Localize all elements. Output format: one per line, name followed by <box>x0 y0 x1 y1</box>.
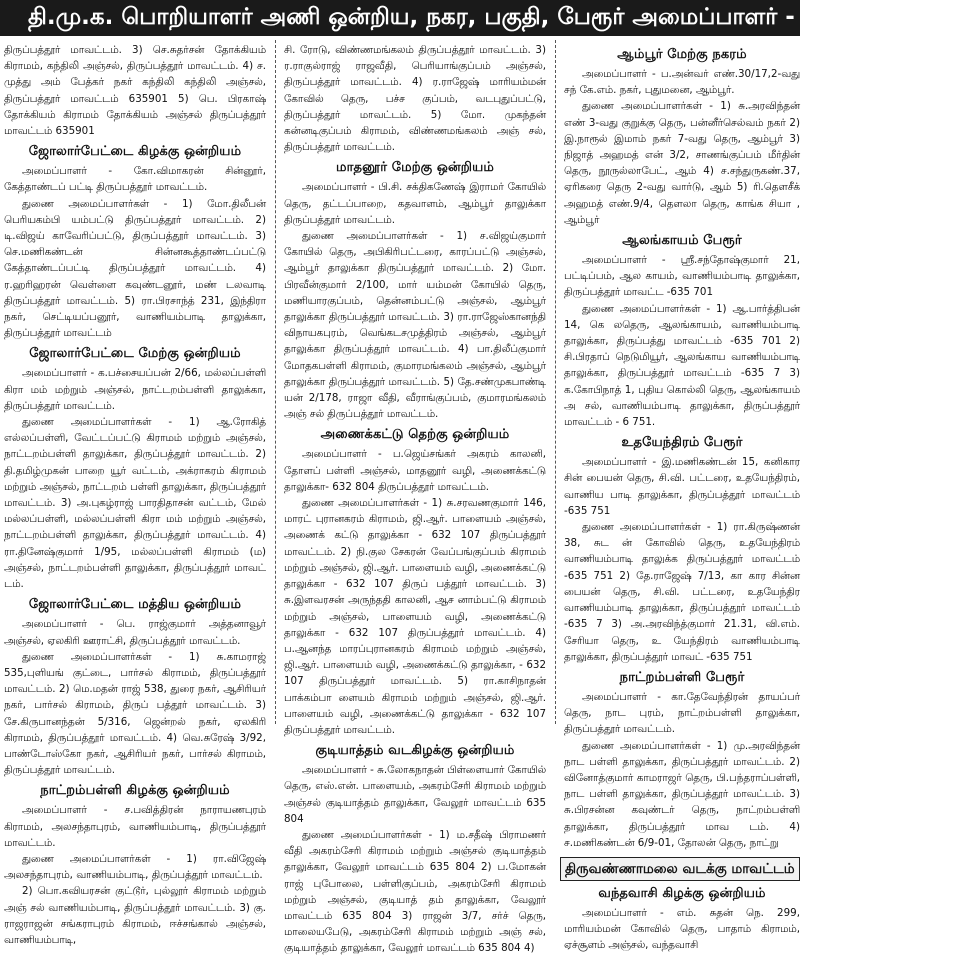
section-heading: உதயேந்திரம் பேரூர் <box>621 435 743 451</box>
member-paragraph: துணை அமைப்பாளர்கள் - 1) ரா.விஜேஷ் அலசந்தாபுரம், வாணியம்பாடி, திருப்பத்தூர் மாவட்டம். <box>4 852 266 882</box>
member-paragraph: துணை அமைப்பாளர்கள் - 1) ஆ.பார்த்திபன் 14, கெ லதெரு, ஆலங்காயம், வாணியம்பாடி தாலுக்கா, திருப்பத்து மாவட்டம் -635 701 2) சி.பிரதாப் நெடுமியூர், ஆலங்காய வாணியம்பாடி தாலுக்கா, திருப்பத்தூர் மாவட்டம் -635 7 3) க.கோபிநாத் 1, புதிய கொல்லி தெரு, ஆலங்காயம் அ சல், வாணியம்பாடி தாலுக்கா, திருப்பத்தூர் மாவட்டம் - 6 751. <box>564 302 800 429</box>
member-paragraph: துணை அமைப்பாளர்கள் - 1) ரா.கிருஷ்ணன் 38, சுட ன் கோவில் தெரு, உதயேந்திரம் வாணியம்பாடி தாலுக்க திருப்பத்தூர் மாவட்டம் -635 751 2) தே.ராஜேஷ் 7/13, கா கார சின்ன பையன் தெரு, சி.வி. பட்டரை, உதயேந்திர வாணியம்பாடி தாலுக்கா, திருப்பத்தூர் மாவட்டம் -635 7 3) அ.அரவிந்த்குமார் 21.31, வி.எம். சேரியா தெரு, உ யேந்திரம் வாணியம்பாடி தாலுக்கா, திருப்பத்தூர் மாவட் -635 751 <box>564 521 800 663</box>
member-paragraph: அமைப்பாளர் - ஸ்ரீ.சந்தோஷ்குமார் 21, பட்டிப்பம், ஆல காயம், வாணியம்பாடி தாலுக்கா, திருப்பத்தூர் மாவட்ட -635 701 <box>564 254 800 299</box>
section-heading: மாதனூர் மேற்கு ஒன்றியம் <box>335 160 495 176</box>
section-heading: ஆலங்காயம் பேரூர் <box>622 233 742 249</box>
section-heading: நாட்றம்பள்ளி பேரூர் <box>619 669 745 685</box>
member-paragraph: அமைப்பாளர் - க.பச்சையப்பன் 2/66, மல்லப்பள்ளி கிரா மம் மற்றும் அஞ்சல், நாட்டறம்பள்ளி தாலுக்கா, திருப்பத்தூர் மாவட்டம். <box>4 367 266 412</box>
section-heading: குடியாத்தம் வடகிழக்கு ஒன்றியம் <box>315 743 515 759</box>
member-paragraph: துணை அமைப்பாளர்கள் - 1) மு.அரவிந்தன் நாட பள்ளி தாலுக்கா, திருப்பத்தூர் மாவட்டம். 2) வினோத்குமார் காமராஜர் தெரு, பி.பந்தராப்பள்ளி, நாட பள்ளி தாலுக்கா, திருப்பத்தூர் மாவட்டம். 3) சு.பிரசன்ன கவுண்டர் தெரு, நாட்றம்பள்ளி தாலுக்கா, திருப்பத்தூர் மாவ டம். 4) ச.மணிகண்டன் 6/9-01, தோலன் தெரு, நாட்று <box>564 739 800 849</box>
member-paragraph: துணை அமைப்பாளர்கள் - 1) சு.காமராஜ் 535,புளியங் குட்டை, பார்சல் கிராமம், திருப்பத்தூர் மாவட்டம். 2) மெ.மதன் ராஜ் 538, துரை நகர், ஆசிரியர் நகர், பார்சல் கிராமம், திருப் பத்தூர் மாவட்டம். 3) சே.கிருபானந்தன் 5/316, ஜென்றல் நகர், ஏலகிரி கிராமம், திருப்பத்தூர் மாவட்டம். 4) வெ.சுரேஷ் 3/92, பாண்டோஸ்கோ நகர், ஆசிரியர் நகர், பார்சல் கிராமம், திருப்பத்தூர் மாவட்டம். <box>4 650 266 777</box>
member-paragraph: அமைப்பாளர் - ப.ஜெய்சங்கர் அகரம் காலனி, தோளப் பள்ளி அஞ்சல், மாதனூர் வழி, அணைக்கட்டு தாலுக்கா- 632 804 திருப்பத்தூர் மாவட்டம். <box>284 448 546 493</box>
member-paragraph: துணை அமைப்பாளர்கள் - 1) ச.விஜய்குமார் கோயில் தெரு, அபிகிரிபட்டரை, காரப்பட்டு அஞ்சல், ஆம்பூர் தாலுக்கா திருப்பத்தூர் மாவட்டம். 2) மோ. பிரவீன்குமார் 2/100, மார் யம்மன் கோயில் தெரு, மணியாரகுப்பம், தென்னம்பட்டு அஞ்சல், ஆம்பூர் தாலுக்கா திருப்பத்தூர் மாவட்டம். 3) ரா.ராஜேஸ்கானந்தி விநாயகபுரம், வெங்கடசமுத்திரம் அஞ்சல், ஆம்பூர் தாலுக்கா திருப்பத்தூர் மாவட்டம். 4) பா.திலீப்குமார் மோதகபள்ளி கிராமம், குமாரமங்கலம் அஞ்சல், ஆம்பூர் தாலுக்கா திருப்பத்தூர் மாவட்டம். 5) தே.சண்முகபாண்டி யன் 2/178, ராஜா வீதி, வீராங்குப்பம், குமாரமங்கலம் அஞ் சல் திருப்பத்தூர் மாவட்டம். <box>284 230 546 421</box>
member-paragraph: 2) பொ.கவியரசன் குட்டூர், புல்லூர் கிராமம் மற்றும் அஞ் சல் வாணியம்பாடி, திருப்பத்தூர் மாவட்டம். 3) கு. ராஜராஜன் சங்கராபுரம் கிராமம், ஈச்சங்கால் அஞ்சல், வாணியம்பாடி, <box>4 885 266 946</box>
member-paragraph: துணை அமைப்பாளர்கள் - 1) மோ.திலீபன் பெரியகம்பி யம்பட்டு திருப்பத்தூர் மாவட்டம். 2) டி.விஜய் காவேரிப்பட்டு, திருப்பத்தூர் மாவட்டம். 3) செ.மணிகண்டன் சின்னகூத்தாண்டப்பட்டு கேத்தாண்டப்பட்டி திருப்பத்தூர் மாவட்டம். 4) ர.ஹரிஹரன் வெள்ளை கவுண்டனூர், மண் டலவாடி திருப்பத்தூர் மாவட்டம். 5) ரா.பிரசாந்த் 231, இந்திரா நகர், செட்டியப்பனூர், வாணியம்பாடி தாலுக்கா, திருப்பத்தூர் மாவட்டம் <box>4 197 266 340</box>
section-heading: அணைக்கட்டு தெற்கு ஒன்றியம் <box>320 427 510 443</box>
section-heading: ஜோலார்பேட்டை கிழக்கு ஒன்றியம் <box>28 144 242 160</box>
district-heading: திருவண்ணாமலை வடக்கு மாவட்டம் <box>560 857 800 881</box>
section-heading: ஜோலார்பேட்டை மேற்கு ஒன்றியம் <box>29 346 241 362</box>
member-paragraph: அமைப்பாளர் - ப.அன்வர் எண்.30/17,2-வது சந் கே.எம். நகர், புதுமனை, ஆம்பூர். <box>564 68 800 97</box>
section-heading: ஆம்பூர் மேற்கு நகரம் <box>617 47 747 62</box>
member-paragraph: துணை அமைப்பாளர்கள் - 1) சு.சரவணகுமார் 146, மாரட் புரானகரம் கிராமம், ஜி.ஆர். பாளையம் அஞ்சல், அணைக் கட்டு தாலுக்கா - 632 107 திருப்பத்தூர் மாவட்டம். 2) நி.குல சேகரன் வேப்பங்குப்பம் கிராமம் மற்றும் அஞ்சல், ஜி.ஆர். பாளையம் வழி, அணைக்கட்டு தாலுக்கா - 632 107 திருப் பத்தூர் மாவட்டம். 3) சு.இளவரசன் அருந்ததி காலனி, ஆச னாம்பட்டு கிராமம் மற்றும் அஞ்சல், பாளையம் வழி, அணைக்கட்டு தாலுக்கா - 632 107 திருப்பத்தூர் மாவட்டம். 4) ப.ஆனந்த மாரப்புரானகரம் கிராமம் மற்றும் அஞ்சல், ஜி.ஆர். பாளையம் வழி, அணைக்கட்டு தாலுக்கா, - 632 107 திருப்பத்தூர் மாவட்டம். 5) ரா.காசிநாதன் பாக்கம்பா ளையம் கிராமம் மற்றும் அஞ்சல், ஜி.ஆர். பாளையம் வழி, அணைக்கட்டு தாலுக்கா - 632 107 திருப்பத்தூர் மாவட்டம். <box>284 497 546 736</box>
member-paragraph: அமைப்பாளர் - பி.சி. சக்திகணேஷ் இராமர் கோயில் தெரு, தட்டப்பாறை, கதவாளம், ஆம்பூர் தாலுக்கா திருப்பத்தூர் மாவட்டம். <box>284 181 546 226</box>
column-divider <box>275 40 276 724</box>
member-paragraph: அமைப்பாளர் - பெ. ராஜ்குமார் அத்தனாவூர் அஞ்சல், ஏலகிரி ஊராட்சி, திருப்பத்தூர் மாவட்டம். <box>4 618 266 647</box>
column-divider <box>555 40 556 724</box>
article-column-3 <box>564 42 800 952</box>
member-paragraph: அமைப்பாளர் - இ.மணிகண்டன் 15, கனிகார சின் பையன் தெரு, சி.வி. பட்டரை, உதயேந்திரம், வாணிய பாடி தாலுக்கா, திருப்பத்தூர் மாவட்டம் -635 751 <box>564 456 800 517</box>
member-paragraph: அமைப்பாளர் - எம். சுதன் நெ. 299, மாரியம்மன் கோவில் தெரு, பாதாம் கிராமம், ஏச்சூளம் அஞ்சல், வந்தவாசி <box>564 906 800 952</box>
article-column-2 <box>284 42 546 955</box>
member-paragraph: அமைப்பாளர் - கா.தேவேந்திரன் தாயப்பர் தெரு, நாட புரம், நாட்றம்பள்ளி தாலுக்கா, திருப்பத்தூர் மாவட்டம். <box>564 690 800 736</box>
member-paragraph: துணை அமைப்பாளர்கள் - 1) ம.சதீஷ் பிராமணர் வீதி அகரம்சேரி கிராமம் மற்றும் அஞ்சல் குடியாத்தம் தாலுக்கா, வேலூர் மாவட்டம் 635 804 2) ப.மோகன் ராஜ் புபோலை, பள்ளிகுப்பம், அகரம்சேரி கிராமம் மற்றும் அஞ்சல், குடியாத் தம் தாலுக்கா, வேலூர் மாவட்டம் 635 804 3) ராஜன் 3/7, சர்ச் தெரு, மாலையபேடு, அகரம்சேரி கிராமம் மற்றும் அஞ் சல், குடியாத்தம் தாலுக்கா, வேலூர் மாவட்டம் 635 804 4) <box>284 828 546 955</box>
banner-title: தி.மு.க. பொறியாளர் அணி ஒன்றிய, நகர, பகுதி, பேரூர் அமைப்பாளர் - துணை அமைப் <box>28 3 965 30</box>
article-column-1 <box>4 42 266 946</box>
member-paragraph: சி. ரோடு, விண்ணமங்கலம் திருப்பத்தூர் மாவட்டம். 3) ர.ராகுல்ராஜ் ராஜவீதி, பெரியாங்குப்பம் அஞ்சல், திருப்பத்தூர் மாவட்டம். 4) ர.ராஜேஷ் மாரியம்மன் கோவில் தெரு, பச்ச குப்பம், வடபுதுப்பட்டு, திருப்பத்தூர் மாவட்டம். 5) மோ. முகந்தன் கன்னடிகுப்பம் கிராமம், விண்ணமங்கலம் அஞ் சல், திருப்பத்தூர் மாவட்டம். <box>284 44 546 154</box>
member-paragraph: துணை அமைப்பாளர்கள் - 1) ஆ.ரோகித் எல்லப்பள்ளி, வேட்டப்பட்டு கிராமம் மற்றும் அஞ்சல், நாட்டறம்பள்ளி தாலுக்கா, திருப்பத்தூர் மாவட்டம். 2) தி.தமிழ்முகன் பாறை யூர் வட்டம், அக்ராகரம் கிராமம் மற்றும் அஞ்சல், நாட்டறம் பள்ளி தாலுக்கா, திருப்பத்தூர் மாவட்டம். 3) அ.புகழ்ராஜ் பாரதிதாசன் வட்டம், மேல் மல்லப்பள்ளி, மல்லப்பள்ளி கிரா மம் மற்றும் அஞ்சல், நாட்டறம்பள்ளி தாலுக்கா, திருப்பத்தூர் மாவட்டம். 4) ரா.தினேஷ்குமார் 1/95, மல்லப்பள்ளி கிராமம் (ம) அஞ்சல், நாட்டறம்பள்ளி தாலுக்கா, திருப்பத்தூர் மாவட் டம். <box>4 416 266 591</box>
member-paragraph: அமைப்பாளர் - கோ.விமாகரன் சின்னூர், கேத்தாண்டப் பட்டி திருப்பத்தூர் மாவட்டம். <box>4 165 266 194</box>
member-paragraph: துணை அமைப்பாளர்கள் - 1) சு.அரவிந்தன் எண் 3-வது குறுக்கு தெரு, பன்னீர்செல்வம் நகர் 2) இ.நாரூல் இமாம் நகர் 7-வது தெரு, ஆம்பூர் 3) நிஜாத் அஹமத் என் 3/2, சாணங்குப்பம் மீர்தின் தெரு, நூருல்லாபேட், ஆம் 4) ச.சந்துருகண்.37, ஏரிகரை தெரு 2-வது வார்டு, ஆம் 5) ரி.தெளசீக் அஹமத் எண்.9/4, தெளலா தெரு, காங்க சியா , ஆம்பூர் <box>564 100 800 226</box>
section-heading: நாட்றம்பள்ளி கிழக்கு ஒன்றியம் <box>40 783 230 799</box>
section-heading: வந்தவாசி கிழக்கு ஒன்றியம் <box>598 885 766 901</box>
member-paragraph: அமைப்பாளர் - ச.பவித்திரன் நாராயணபுரம் கிராமம், அலசந்தாபுரம், வாணியம்பாடி, திருப்பத்தூர் மாவட்டம். <box>4 804 266 849</box>
member-paragraph: திருப்பத்தூர் மாவட்டம். 3) செ.சுதர்சன் தோக்கியம் கிராமம், கந்திலி அஞ்சல், திருப்பத்தூர் மாவட்டம். 4) ச. முத்து அம் பேத்கர் நகர் கந்திலி கந்திலி அஞ்சல், திருப்பத்தூர் மாவட்டம் 635901 5) பெ. பிரகாஷ் தோக்கியம் கிராமம் தோக்கியம் அஞ்சல் திருப்பத்தூர் மாவட்டம் 635901 <box>4 44 266 138</box>
section-heading: ஜோலார்பேட்டை மத்திய ஒன்றியம் <box>28 597 242 613</box>
page-banner <box>0 0 965 36</box>
member-paragraph: அமைப்பாளர் - சு.லோகநாதன் பிள்ளையார் கோயில் தெரு, எஸ்.என். பாளையம், அகரம்சேரி கிராமம் மற்றும் அஞ்சல் குடியாத்தம் தாலுக்கா, வேலூர் மாவட்டம் 635 804 <box>284 764 546 825</box>
